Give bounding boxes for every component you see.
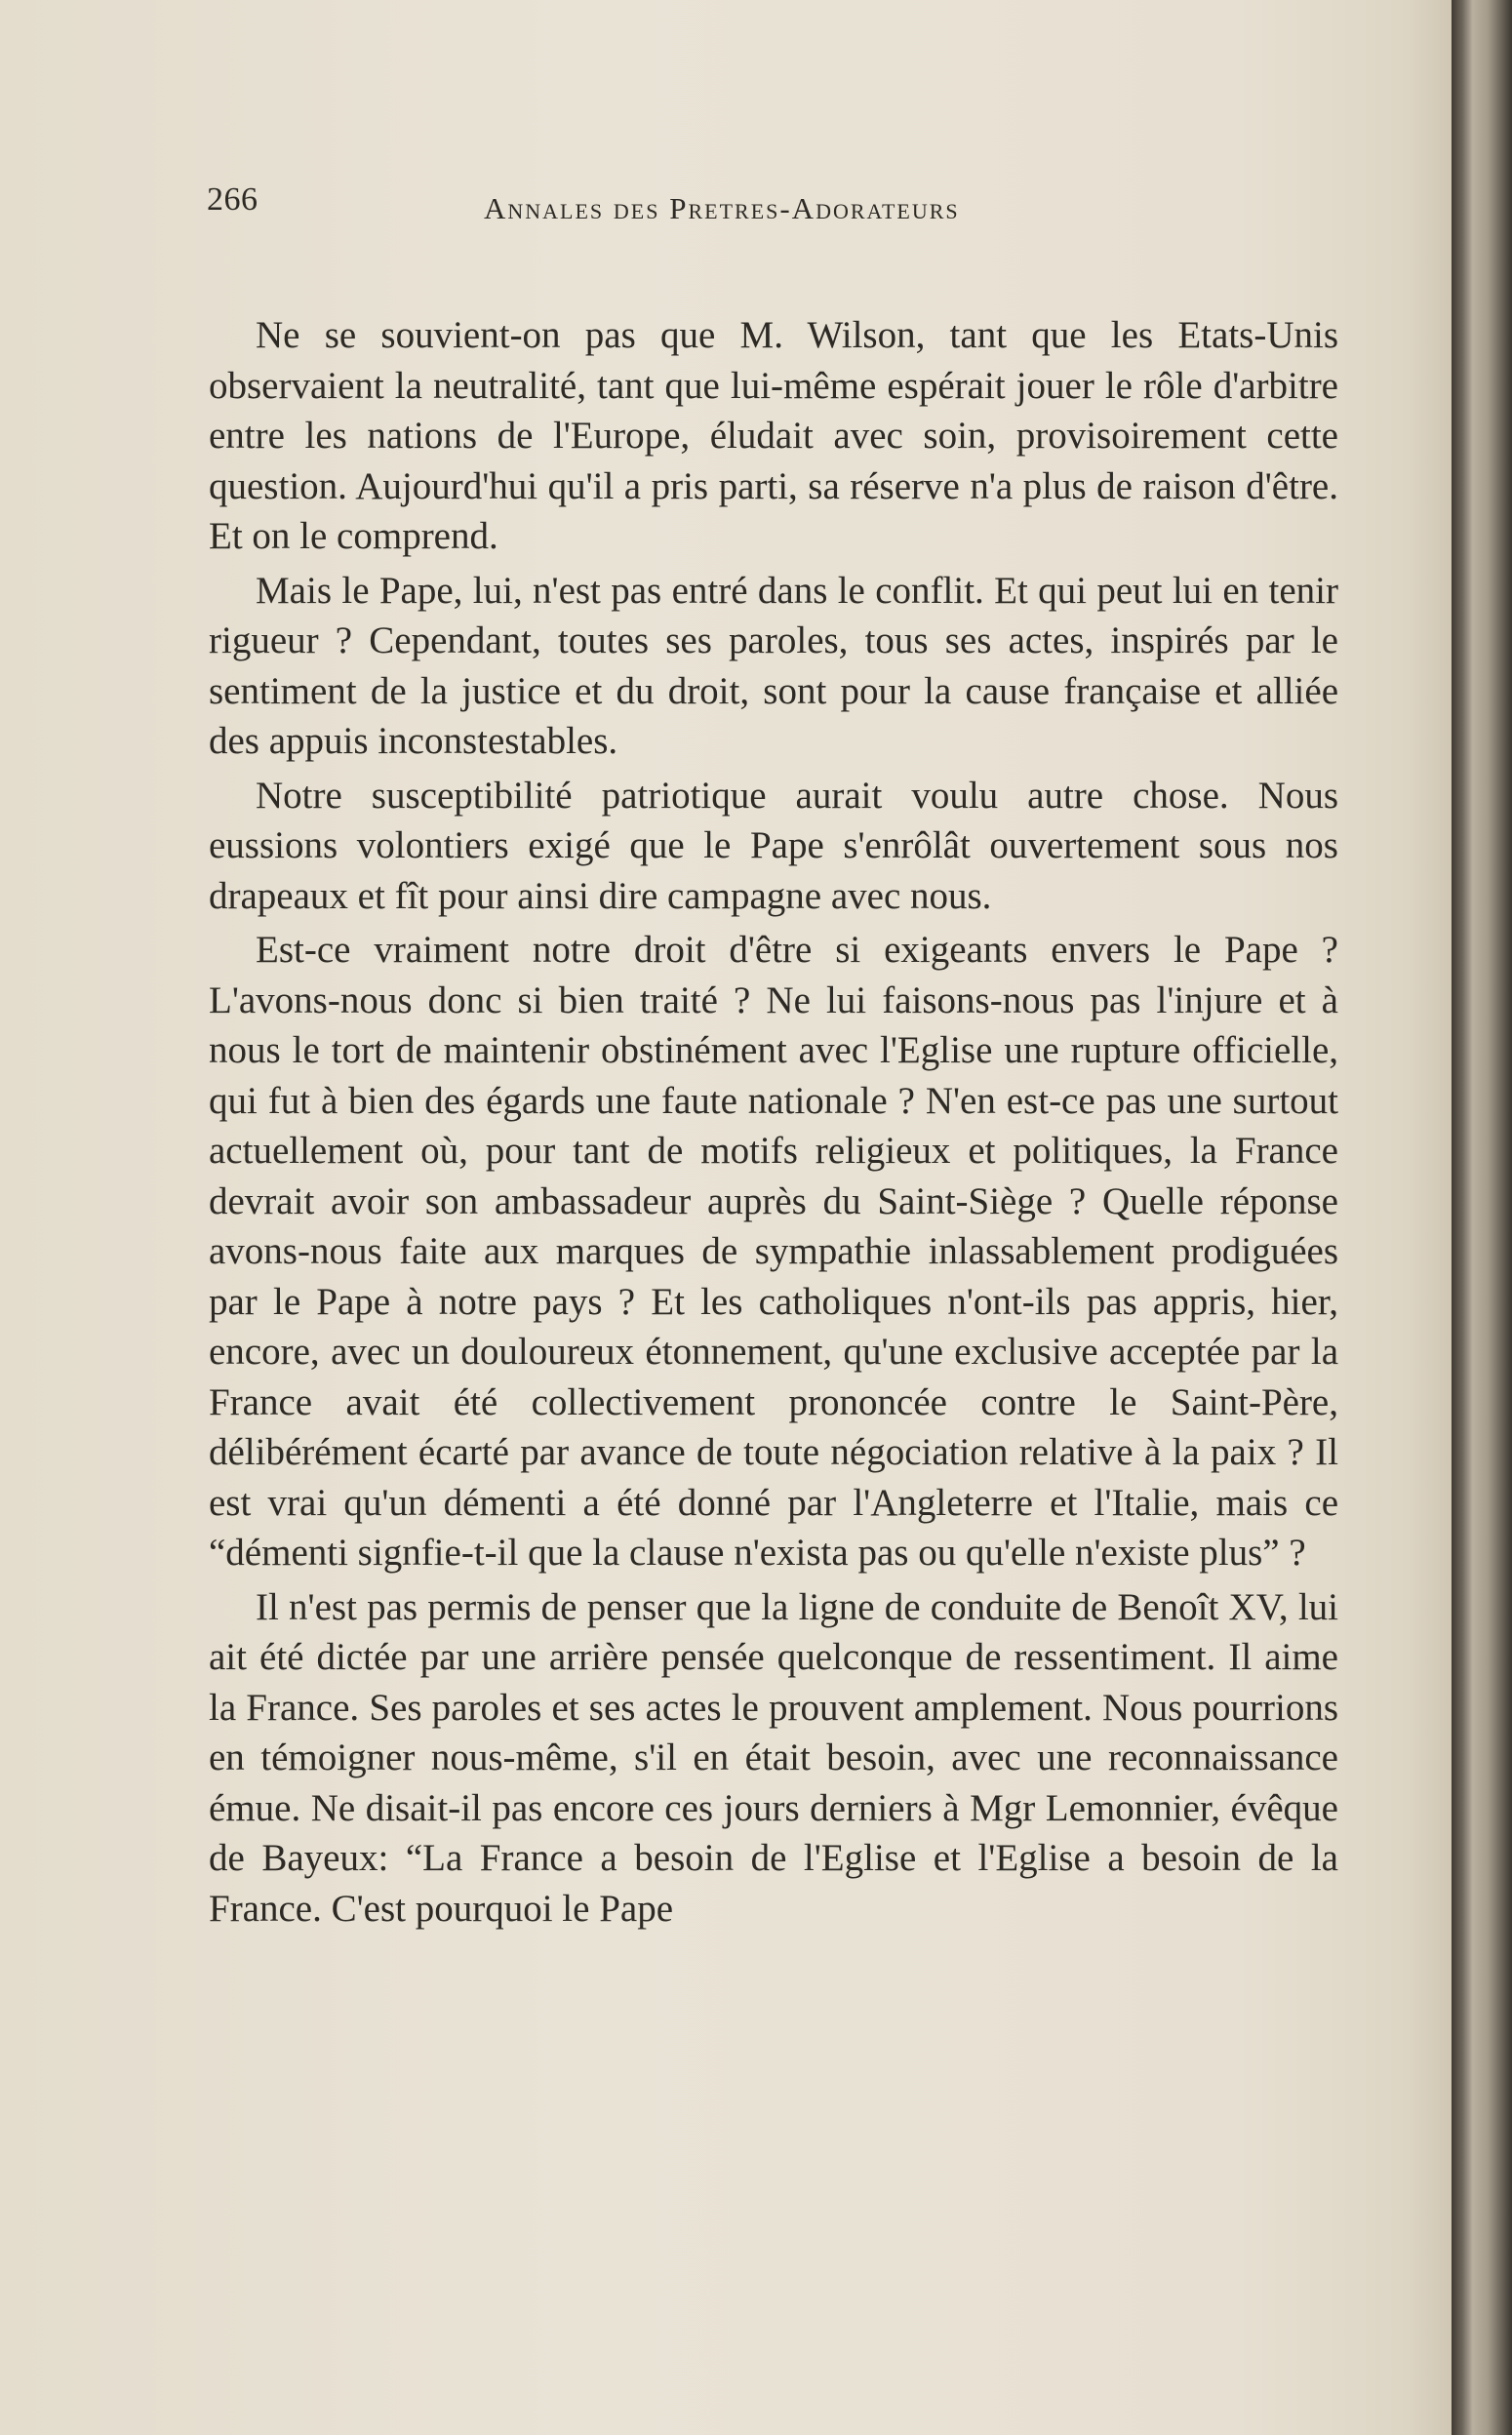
running-title: Annales des Pretres-Adorateurs <box>484 191 960 225</box>
paragraph: Est-ce vraiment notre droit d'être si exigeants envers le Pape ? L'avons-nous donc si bien traité ? Ne lui faisons-nous pas l'injure et à nous le tort de maintenir obstinément avec l'Eglise une rupture officielle, qui fut à bien des égards une faute nationale ? N'en est-ce pas une surtout actuellement où, pour tant de motifs religieux et politiques, la France devrait avoir son ambassadeur auprès du Saint-Siège ? Quelle réponse avons-nous faite aux marques de sympathie inlassablement prodiguées par le Pape à notre pays ? Et les catholiques n'ont-ils pas appris, hier, encore, avec un douloureux étonnement, qu'une exclusive acceptée par la France avait été collectivement prononcée contre le Saint-Père, délibérément écarté par avance de toute négociation relative à la paix ? Il est vrai qu'un démenti a été donné par l'Angleterre et l'Italie, mais ce “démenti signfie-t-il que la clause n'exista pas ou qu'elle n'existe plus” ? <box>209 929 1338 1574</box>
page-number: 266 <box>207 181 259 218</box>
paragraph: Ne se souvient-on pas que M. Wilson, tant que les Etats-Unis observaient la neutralité, tant que lui-même espérait jouer le rôle d'arbitre entre les nations de l'Europe, éludait avec soin, provisoirement cette question. Aujourd'hui qu'il a pris parti, sa réserve n'a plus de raison d'être. Et on le comprend. <box>209 314 1338 557</box>
paragraph: Il n'est pas permis de penser que la ligne de conduite de Benoît XV, lui ait été dictée par une arrière pensée quelconque de ressentiment. Il aime la France. Ses paroles et ses actes le prouvent amplement. Nous pourrions en témoigner nous-même, s'il en était besoin, avec une reconnaissance émue. Ne disait-il pas encore ces jours derniers à Mgr Lemonnier, évêque de Bayeux: “La France a besoin de l'Eglise et l'Eglise a besoin de la France. C'est pourquoi le Pape <box>209 1585 1338 1930</box>
paragraph: Notre susceptibilité patriotique aurait voulu autre chose. Nous eussions volontiers exigé que le Pape s'enrôlât ouvertement sous nos drapeaux et fît pour ainsi dire campagne avec nous. <box>209 774 1338 917</box>
paragraph: Mais le Pape, lui, n'est pas entré dans le conflit. Et qui peut lui en tenir rigueur ? Cependant, toutes ses paroles, tous ses actes, inspirés par le sentiment de la justice et du droit, sont pour la cause française et alliée des appuis inconstestables. <box>209 569 1338 762</box>
book-spine-edge <box>1452 0 1512 2435</box>
body-text <box>209 310 1338 1934</box>
page-header <box>207 181 1350 240</box>
